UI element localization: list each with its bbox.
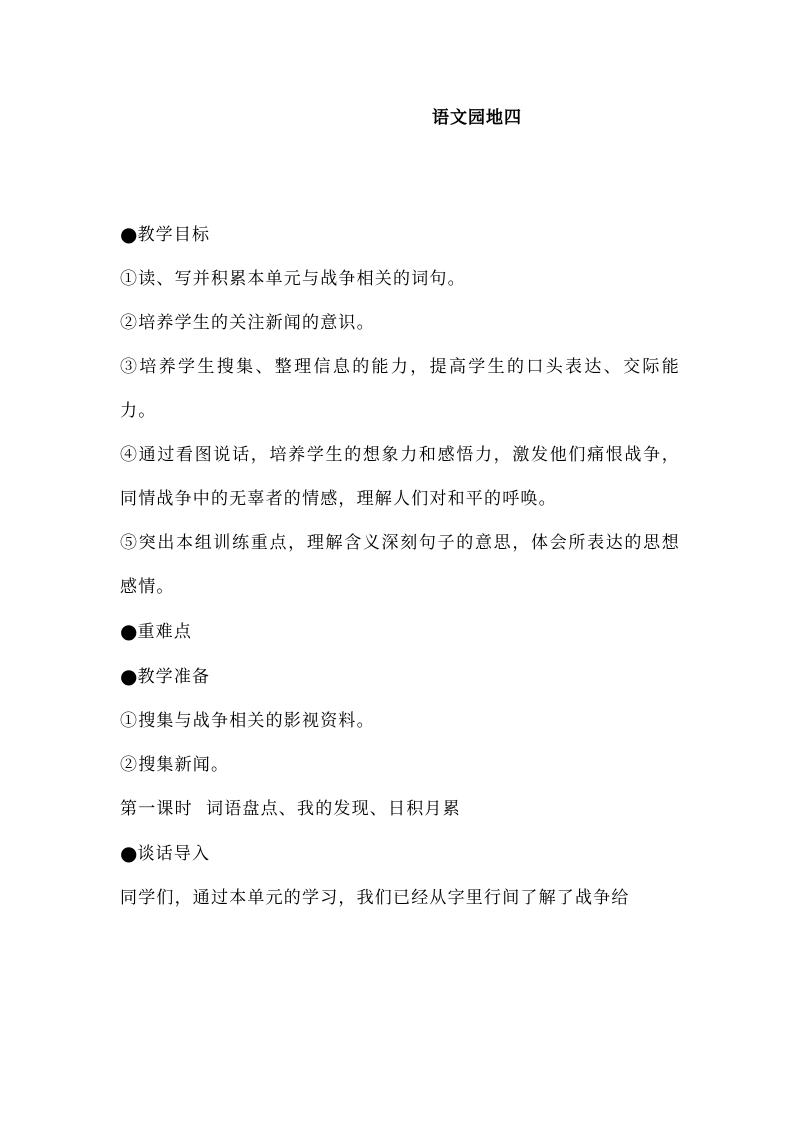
objective-3: ③培养学生搜集、整理信息的能力，提高学生的口头表达、交际能力。: [120, 357, 680, 421]
preparation-1: ①搜集与战争相关的影视资料。: [120, 711, 375, 731]
document-body: [120, 212, 680, 920]
document-title: 语文园地四: [432, 108, 522, 128]
objective-4: ④通过看图说话，培养学生的想象力和感悟力，激发他们痛恨战争，同情战争中的无辜者的情感，理解人们对和平的呼唤。: [120, 445, 680, 509]
bullet-icon: ●: [120, 619, 138, 643]
heading-text: 教学目标: [137, 225, 211, 245]
section-heading-intro: [120, 831, 680, 876]
section-heading-objectives: [120, 212, 680, 257]
heading-text: 重难点: [137, 622, 193, 642]
preparation-2: ②搜集新闻。: [120, 755, 230, 775]
intro-paragraph: 同学们，通过本单元的学习，我们已经从字里行间了解了战争给: [120, 888, 630, 908]
objective-1: ①读、写并积累本单元与战争相关的词句。: [120, 269, 466, 289]
objective-5: ⑤突出本组训练重点，理解含义深刻句子的意思，体会所表达的思想感情。: [120, 533, 680, 597]
bullet-icon: ●: [120, 841, 138, 865]
section-heading-preparation: [120, 654, 680, 699]
objective-2: ②培养学生的关注新闻的意识。: [120, 313, 375, 333]
bullet-icon: ●: [120, 222, 138, 246]
heading-text: 谈话导入: [137, 844, 211, 864]
section-heading-key-points: [120, 609, 680, 654]
lesson-title: 第一课时 词语盘点、我的发现、日积月累: [120, 799, 461, 819]
bullet-icon: ●: [120, 664, 138, 688]
heading-text: 教学准备: [137, 667, 211, 687]
